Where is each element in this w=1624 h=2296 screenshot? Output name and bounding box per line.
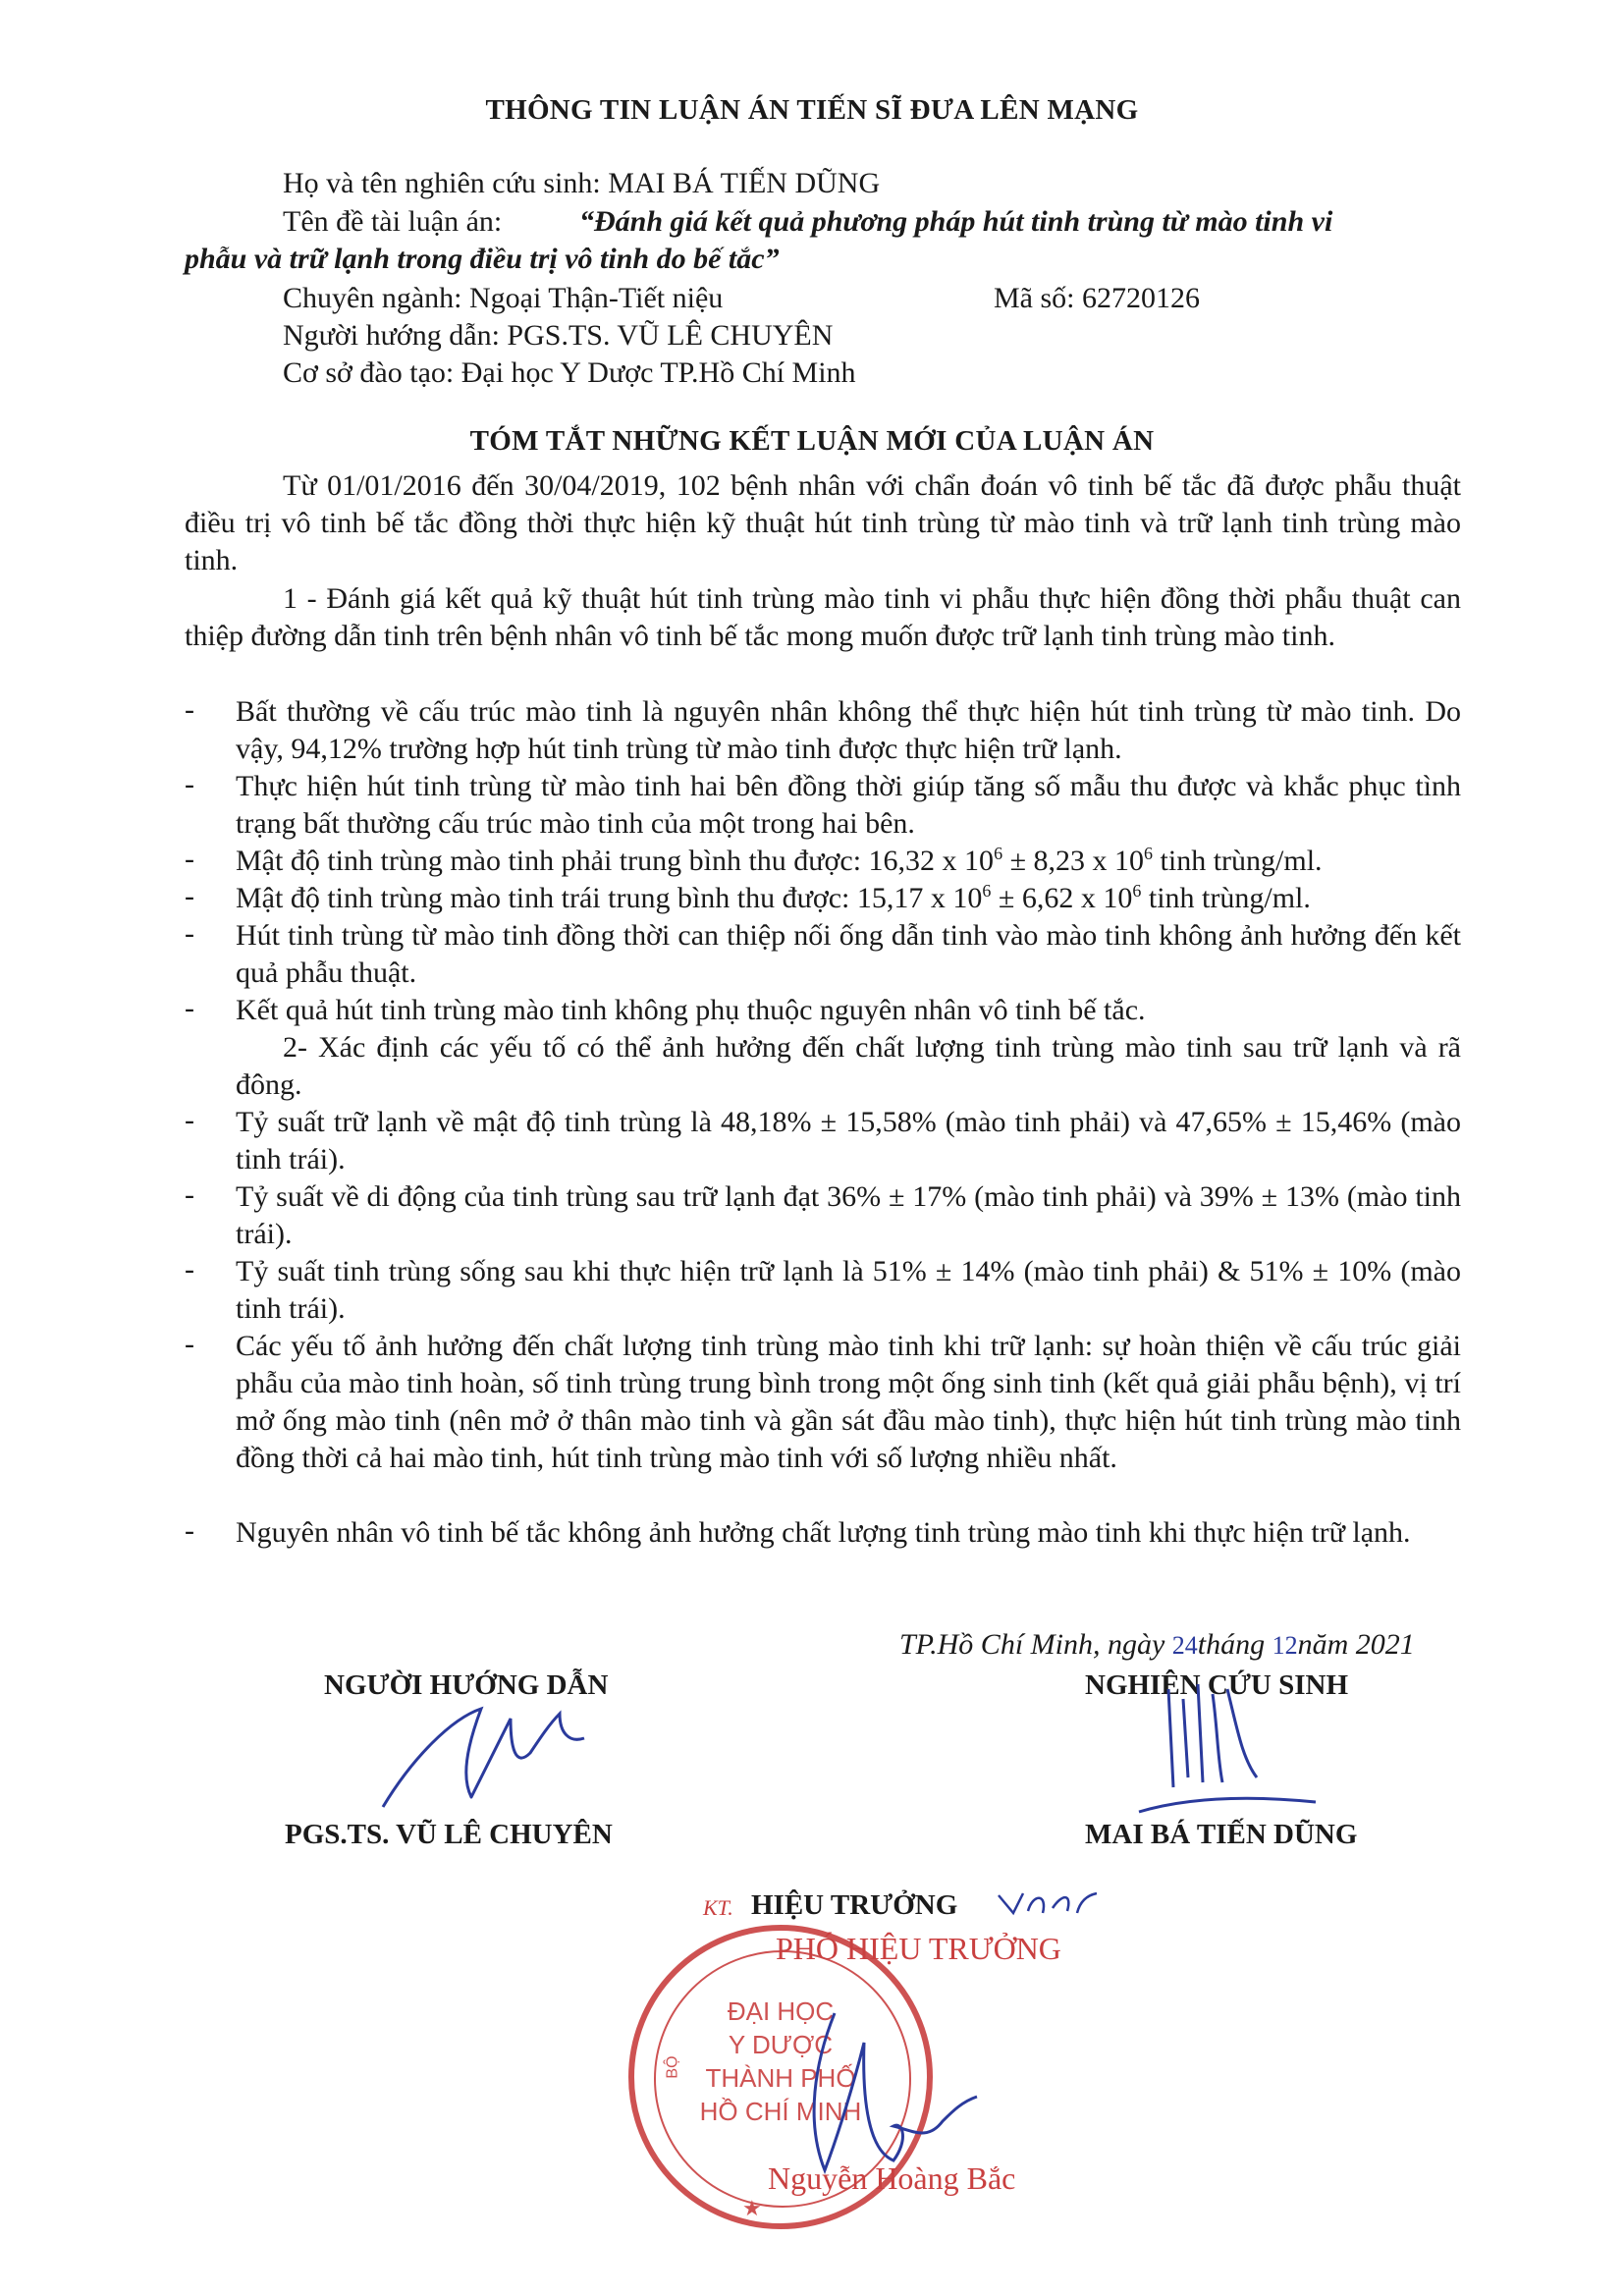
bullet-item: Thực hiện hút tinh trùng từ mào tinh hai bên đồng thời giúp tăng số mẫu thu được và khắc phục tình trạng bất thường cấu trúc mào tinh của một trong hai bên. — [236, 770, 1461, 840]
rector-name: Nguyễn Hoàng Bắc — [768, 2160, 1016, 2196]
bullet-dash: - — [185, 768, 194, 800]
density-right-text: tinh trùng/ml. — [1153, 845, 1323, 877]
thesis-title-line1: “Đánh giá kết quả phương pháp hút tinh trùng từ mào tinh vi — [579, 205, 1333, 238]
bullet-dash: - — [185, 992, 194, 1024]
candidate-name-signed: MAI BÁ TIẾN DŨNG — [1085, 1819, 1358, 1850]
institution-label: Cơ sở đào tạo: — [283, 356, 455, 389]
candidate-line — [283, 165, 880, 202]
density-left-text: tinh trùng/ml. — [1141, 882, 1311, 914]
summary-intro: Từ 01/01/2016 đến 30/04/2019, 102 bệnh nhân với chẩn đoán vô tinh bế tắc đã được phẫu thuật điều trị vô tinh bế tắc đồng thời thực hiện kỹ thuật hút tinh trùng từ mào tinh và trữ lạnh tinh trùng mào tinh. — [185, 469, 1461, 576]
date-month-handwritten: 12 — [1272, 1631, 1298, 1660]
date-line — [899, 1626, 1415, 1665]
thesis-title-line2: phẫu và trữ lạnh trong điều trị vô tinh do bế tắc” — [185, 243, 780, 275]
stamp-line: Y DƯỢC — [728, 2030, 834, 2059]
bullet-dash: - — [185, 693, 194, 726]
institution-value: Đại học Y Dược TP.Hồ Chí Minh — [460, 356, 856, 389]
specialty-label: Chuyên ngành: — [283, 282, 462, 314]
bullet-dash: - — [185, 880, 194, 912]
exponent: 6 — [1144, 844, 1154, 863]
thesis-label: Tên đề tài luận án: — [283, 205, 503, 238]
bullet-dash: - — [185, 1104, 194, 1136]
stamp-line: HỒ CHÍ MINH — [699, 2097, 862, 2126]
stamp-star-icon: ★ — [742, 2196, 762, 2220]
section-2-heading: 2- Xác định các yếu tố có thể ảnh hưởng đến chất lượng tinh trùng mào tinh sau trữ lạnh và rã đông. — [236, 1031, 1461, 1101]
institution-line — [283, 355, 856, 392]
density-left-text: Mật độ tinh trùng mào tinh trái trung bình thu được: 15,17 x 10 — [236, 882, 983, 914]
section-1-heading: 1 - Đánh giá kết quả kỹ thuật hút tinh trùng mào tinh vi phẫu thực hiện đồng thời phẫu thuật can thiệp đường dẫn tinh trên bệnh nhân vô tinh bế tắc mong muốn được trữ lạnh tinh trùng mào tinh. — [185, 582, 1461, 652]
candidate-name: MAI BÁ TIẾN DŨNG — [608, 167, 881, 199]
vice-rector-role: PHÓ HIỆU TRƯỞNG — [776, 1931, 1061, 1966]
bullet-item: Kết quả hút tinh trùng mào tinh không phụ thuộc nguyên nhân vô tinh bế tắc. — [236, 994, 1146, 1026]
specialty-line — [283, 280, 723, 317]
density-left-text: ± 6,62 x 10 — [991, 882, 1133, 914]
bullet-item: Bất thường về cấu trúc mào tinh là nguyên nhân không thể thực hiện hút tinh trùng từ mào tinh. Do vậy, 94,12% trường hợp hút tinh trùng từ mào tinh được thực hiện trữ lạnh. — [236, 695, 1461, 765]
density-right-item — [236, 843, 1323, 880]
density-right-text: Mật độ tinh trùng mào tinh phải trung bình thu được: 16,32 x 10 — [236, 845, 995, 877]
date-text: tháng — [1197, 1628, 1272, 1661]
advisor-role: NGƯỜI HƯỚNG DẪN — [324, 1669, 609, 1701]
bullet-dash: - — [185, 1178, 194, 1211]
specialty-value: Ngoại Thận-Tiết niệu — [468, 282, 724, 314]
candidate-label: Họ và tên nghiên cứu sinh: — [283, 167, 601, 199]
bullet-dash: - — [185, 843, 194, 875]
document-title: THÔNG TIN LUẬN ÁN TIẾN SĨ ĐƯA LÊN MẠNG — [485, 94, 1139, 126]
thesis-line — [283, 203, 502, 241]
rector-role: HIỆU TRƯỞNG — [751, 1889, 958, 1921]
exponent: 6 — [994, 844, 1003, 863]
stamp-line: ĐẠI HỌC — [727, 1996, 835, 2026]
advisor-name: PGS.TS. VŨ LÊ CHUYÊN — [285, 1819, 613, 1850]
stamp-line: THÀNH PHỐ — [705, 2063, 856, 2093]
bullet-dash: - — [185, 917, 194, 950]
bullet-item: Tỷ suất tinh trùng sống sau khi thực hiện trữ lạnh là 51% ± 14% (mào tinh phải) & 51% ± 10% (mào tinh trái). — [236, 1255, 1461, 1325]
summary-heading: TÓM TẮT NHỮNG KẾT LUẬN MỚI CỦA LUẬN ÁN — [469, 425, 1155, 457]
advisor-line — [283, 317, 833, 355]
bullet-item: Hút tinh trùng từ mào tinh đồng thời can thiệp nối ống dẫn tinh vào mào tinh không ảnh hưởng đến kết quả phẫu thuật. — [236, 919, 1461, 989]
date-text: năm 2021 — [1297, 1628, 1415, 1661]
date-text: TP.Hồ Chí Minh, ngày — [899, 1628, 1172, 1661]
exponent: 6 — [1132, 881, 1142, 901]
code-label: Mã số: — [994, 282, 1075, 314]
advisor-value: PGS.TS. VŨ LÊ CHUYÊN — [507, 319, 834, 352]
initial-mark — [994, 1884, 1102, 1923]
candidate-role: NGHIÊN CỨU SINH — [1085, 1669, 1349, 1701]
candidate-signature — [1129, 1669, 1326, 1827]
code-line — [994, 280, 1200, 317]
exponent: 6 — [982, 881, 992, 901]
density-right-text: ± 8,23 x 10 — [1002, 845, 1145, 877]
advisor-label: Người hướng dẫn: — [283, 319, 500, 352]
code-value: 62720126 — [1082, 282, 1200, 314]
kt-prefix: KT. — [703, 1895, 733, 1920]
bullet-dash: - — [185, 1253, 194, 1285]
bullet-dash: - — [185, 1328, 194, 1360]
bullet-dash: - — [185, 1514, 194, 1547]
bullet-item: Tỷ suất trữ lạnh về mật độ tinh trùng là 48,18% ± 15,58% (mào tinh phải) và 47,65% ± 15,46% (mào tinh trái). — [236, 1106, 1461, 1175]
bullet-item: Tỷ suất về di động của tinh trùng sau trữ lạnh đạt 36% ± 17% (mào tinh phải) và 39% ± 13% (mào tinh trái). — [236, 1180, 1461, 1250]
date-day-handwritten: 24 — [1171, 1631, 1198, 1660]
advisor-signature — [373, 1699, 609, 1827]
bullet-item: Nguyên nhân vô tinh bế tắc không ảnh hưởng chất lượng tinh trùng mào tinh khi thực hiện trữ lạnh. — [236, 1516, 1411, 1549]
stamp-side-text: BỘ — [664, 2055, 681, 2079]
bullet-item: Các yếu tố ảnh hưởng đến chất lượng tinh trùng mào tinh khi trữ lạnh: sự hoàn thiện về cấu trúc giải phẫu của mào tinh hoàn, số tinh trùng trung bình trong một ống sinh tinh (kết quả giải phẫu bệnh), vị trí mở ống mào tinh (nên mở ở thân mào tinh và gần sát đầu mào tinh), thực hiện hút tinh trùng mào tinh đồng thời cả hai mào tinh, hút tinh trùng mào tinh với số lượng nhiều nhất. — [236, 1330, 1461, 1474]
density-left-item — [236, 880, 1311, 917]
